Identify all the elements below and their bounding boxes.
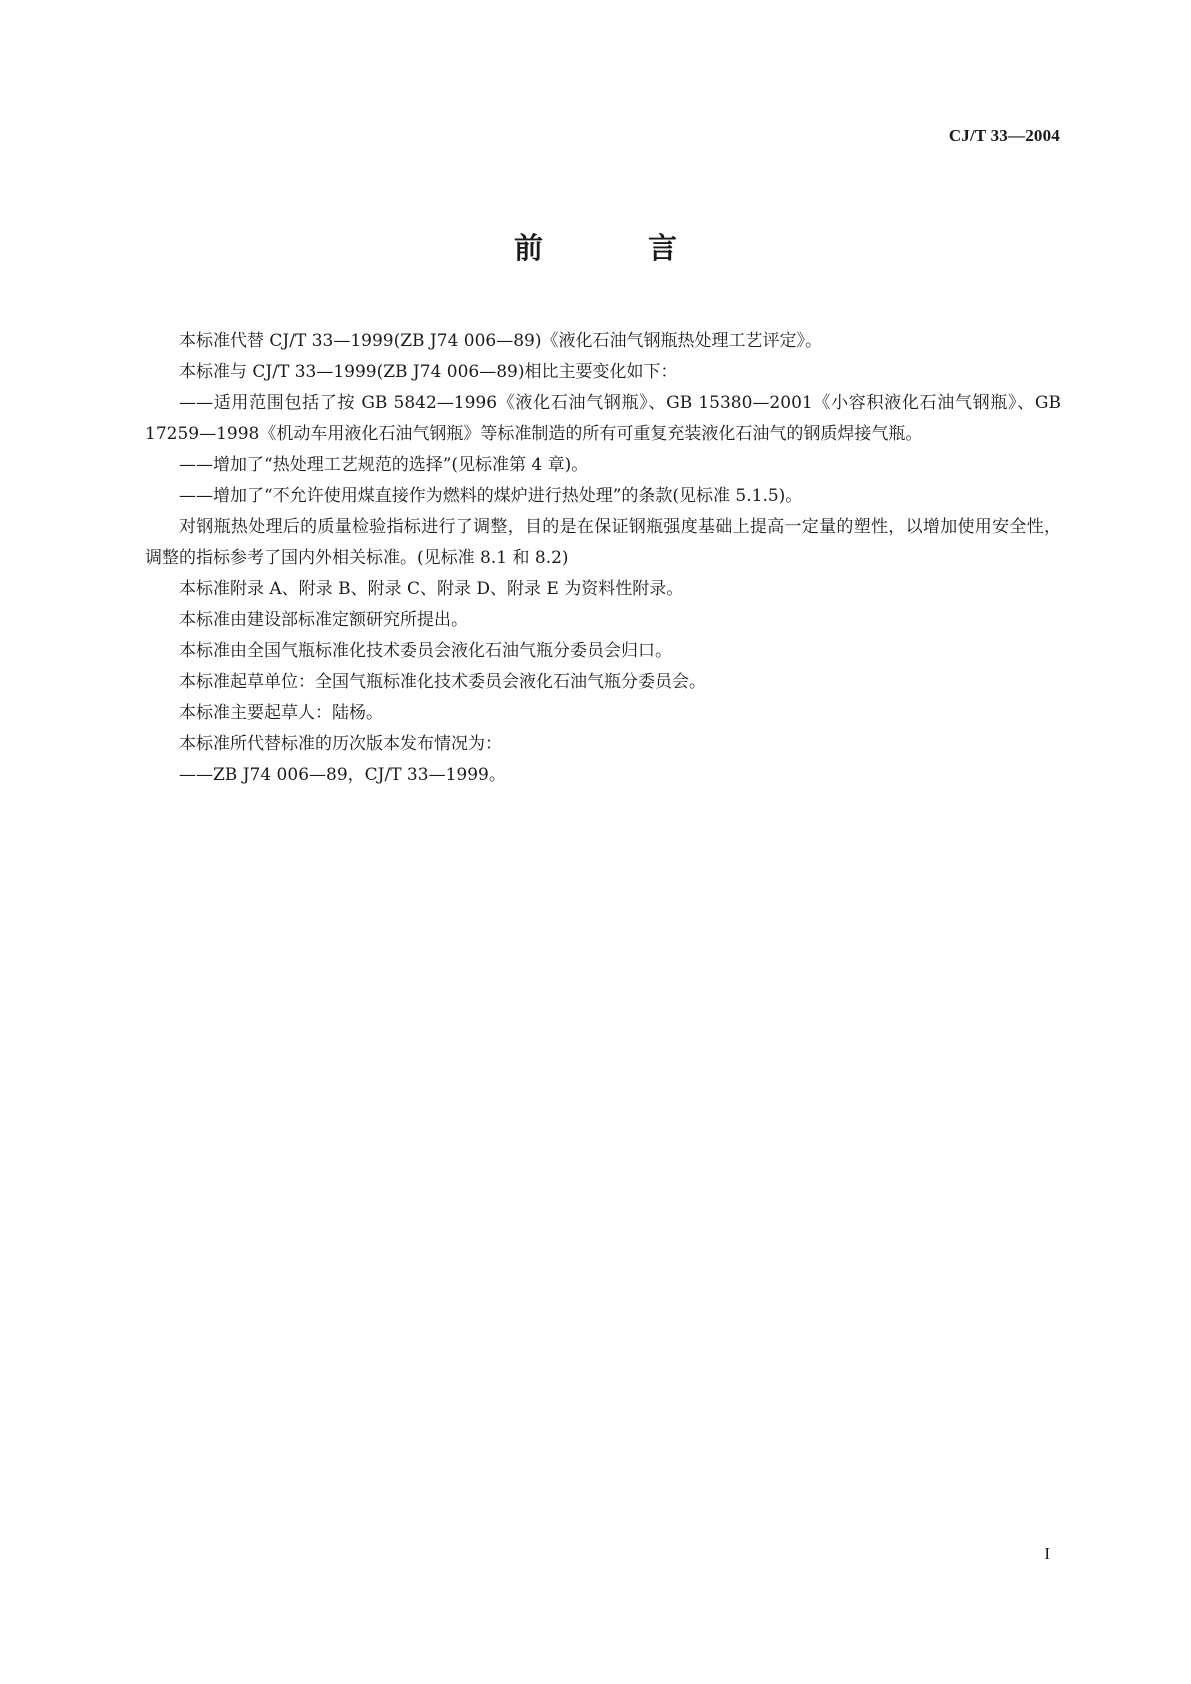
paragraph-quality-indicators: 对钢瓶热处理后的质量检验指标进行了调整，目的是在保证钢瓶强度基础上提高一定量的塑性，以增加使用安全性，调整的指标参考了国内外相关标准。(见标准 8.1 和 8.2) [145,517,1061,568]
foreword-body [145,326,1061,791]
page-number: I [1044,1544,1050,1563]
paragraph-change-heat-treatment-spec: ——增加了“热处理工艺规范的选择”(见标准第 4 章)。 [179,455,589,475]
paragraph-proposed-by: 本标准由建设部标准定额研究所提出。 [179,610,468,630]
paragraph-change-coal-furnace: ——增加了“不允许使用煤直接作为燃料的煤炉进行热处理”的条款(见标准 5.1.5)。 [179,486,803,506]
paragraph-version-history-intro: 本标准所代替标准的历次版本发布情况为： [179,734,502,754]
paragraph-change-scope: ——适用范围包括了按 GB 5842—1996《液化石油气钢瓶》、GB 15380—2001《小容积液化石油气钢瓶》、GB 17259—1998《机动车用液化石油气钢瓶》等标准制造的所有可重复充装液化石油气的钢质焊接气瓶。 [145,393,1061,444]
paragraph-version-history: ——ZB J74 006—89，CJ/T 33—1999。 [179,765,506,785]
paragraph-annexes: 本标准附录 A、附录 B、附录 C、附录 D、附录 E 为资料性附录。 [179,579,684,599]
paragraph-replaces-standard: 本标准代替 CJ/T 33—1999(ZB J74 006—89)《液化石油气钢瓶热处理工艺评定》。 [179,331,822,351]
paragraph-main-changes: 本标准与 CJ/T 33—1999(ZB J74 006—89)相比主要变化如下： [179,362,678,382]
paragraph-centralized-by: 本标准由全国气瓶标准化技术委员会液化石油气瓶分委员会归口。 [179,641,672,661]
page-title: 前 言 [513,231,715,265]
paragraph-drafting-unit: 本标准起草单位：全国气瓶标准化技术委员会液化石油气瓶分委员会。 [179,672,706,692]
paragraph-main-drafter: 本标准主要起草人：陆杨。 [179,703,383,723]
document-code: CJ/T 33—2004 [948,126,1060,145]
